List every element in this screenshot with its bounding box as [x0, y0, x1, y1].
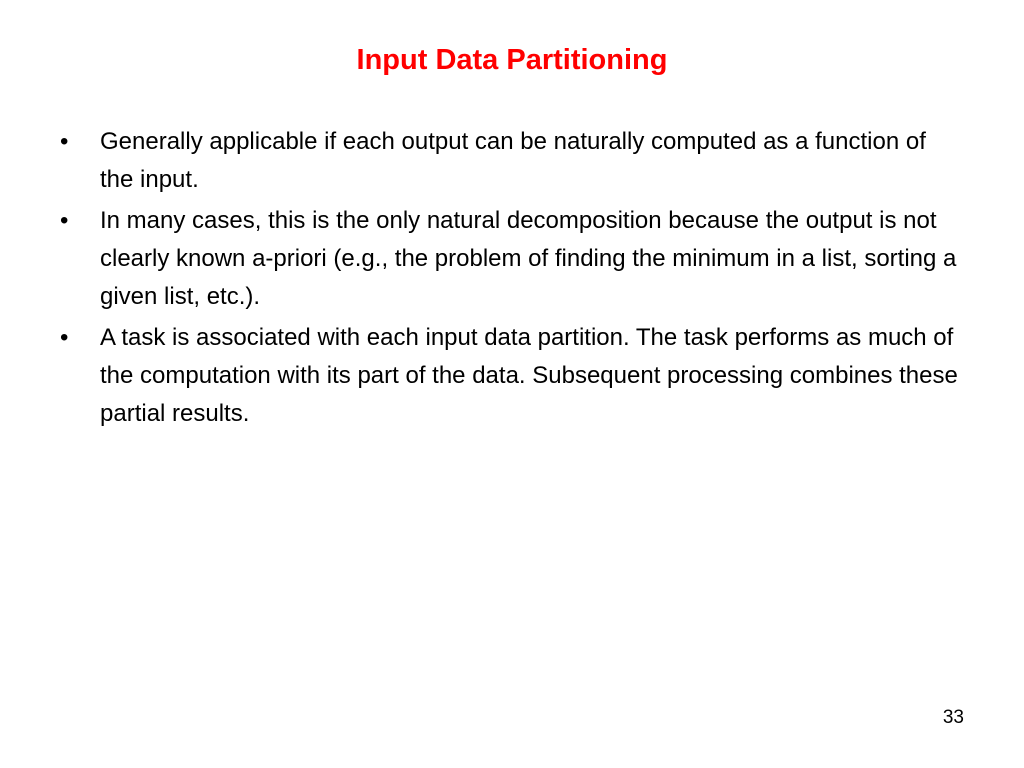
- bullet-icon: •: [60, 128, 69, 155]
- page-number: 33: [942, 707, 964, 728]
- bullet-item-1: [60, 123, 960, 199]
- bullet-text: In many cases, this is the only natural decomposition because the output is not clearly known a-priori (e.g., the problem of finding the minimum in a list, sorting a given list, etc.).: [100, 207, 957, 310]
- bullet-item-3: [60, 319, 960, 433]
- bullet-item-2: [60, 202, 960, 316]
- bullet-icon: •: [60, 207, 69, 234]
- bullet-text: A task is associated with each input data partition. The task performs as much of the computation with its part of the data. Subsequent processing combines these partial results.: [100, 324, 958, 427]
- bullet-icon: •: [60, 324, 69, 351]
- slide-title: Input Data Partitioning: [356, 44, 668, 76]
- bullet-text: Generally applicable if each output can be naturally computed as a function of the input.: [100, 128, 926, 193]
- bullet-list: [60, 123, 960, 436]
